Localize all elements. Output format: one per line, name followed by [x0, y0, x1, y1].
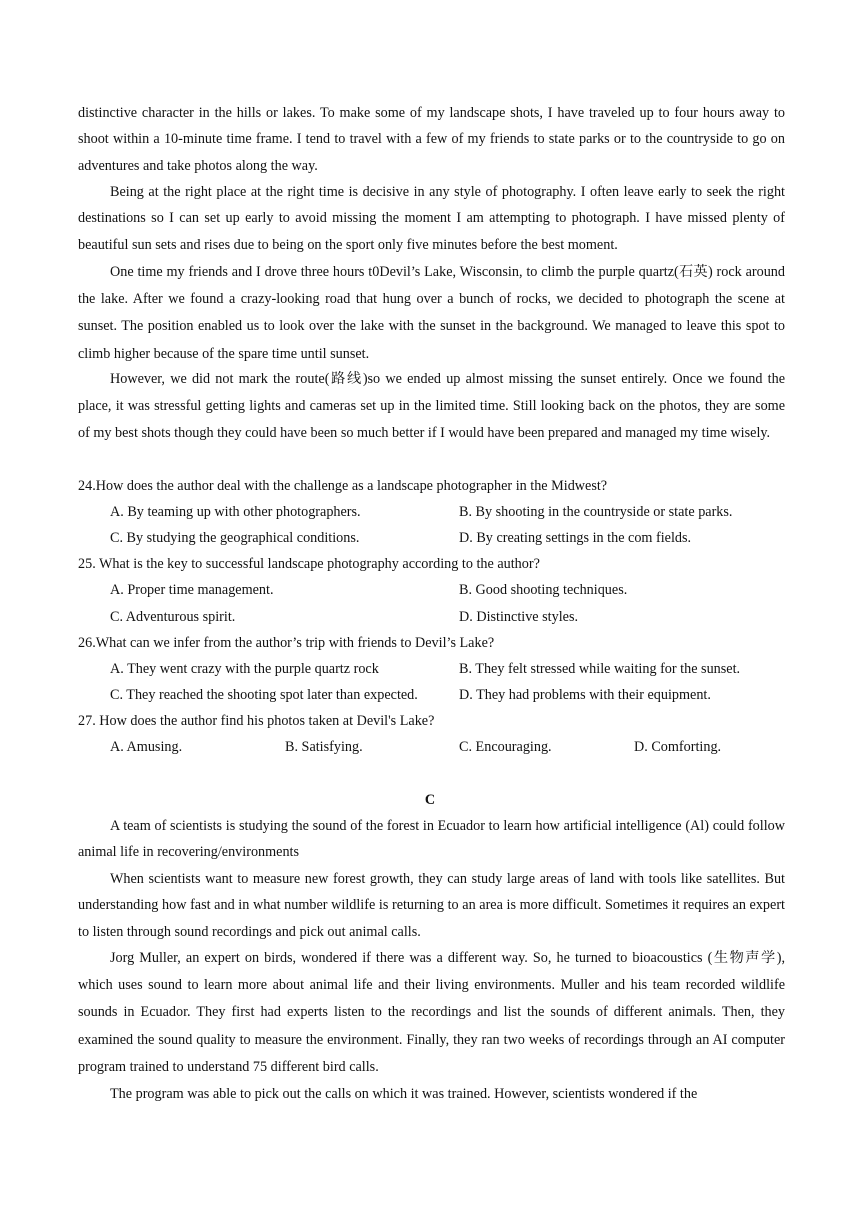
question-27-option-a: A. Amusing.: [110, 739, 183, 755]
passage-c-paragraph-3: Jorg Muller, an expert on birds, wondered if there was a different way. So, he turned to bioacoustics (生物声学), which uses sound to learn more about animal life and their living environments. Muller and his team recorded wildlife sounds in Ecuador. They first had experts listen to the recordings and list the sounds of different animals. Then, they examined the sound quality to measure the environment. Finally, they ran two weeks of recordings through an AI computer program trained to understand 75 different bird calls.: [78, 950, 785, 1075]
question-27-option-d: D. Comforting.: [634, 739, 722, 755]
question-27-stem: 27. How does the author find his photos taken at Devil's Lake?: [78, 713, 435, 729]
question-26-option-c: C. They reached the shooting spot later than expected.: [110, 687, 418, 703]
question-24-option-c: C. By studying the geographical conditions.: [110, 530, 360, 546]
question-24-option-a: A. By teaming up with other photographers.: [110, 504, 361, 520]
question-26-option-a: A. They went crazy with the purple quartz rock: [110, 661, 379, 677]
question-24-option-d: D. By creating settings in the com fields.: [459, 530, 692, 546]
question-26-stem: 26.What can we infer from the author’s trip with friends to Devil’s Lake?: [78, 635, 495, 651]
question-27-option-b: B. Satisfying.: [285, 739, 363, 755]
passage-b-paragraph-4: However, we did not mark the route(路线)so we ended up almost missing the sunset entirely. Once we found the place, it was stressful getting lights and cameras set up in the limited time. Still looking back on the photos, they are some of my best shots though they could have been so much better if I would have been prepared and managed my time wisely.: [78, 371, 785, 441]
section-c-title: C: [424, 792, 436, 808]
passage-b-paragraph-3: One time my friends and I drove three hours t0Devil’s Lake, Wisconsin, to climb the purple quartz(石英) rock around the lake. After we found a crazy-looking road that hung over a bunch of rocks, we decided to photograph the scene at sunset. The position enabled us to look over the lake with the sunset in the background. We managed to leave this spot to climb higher because of the spare time until sunset.: [78, 264, 785, 362]
passage-b-paragraph-1: distinctive character in the hills or lakes. To make some of my landscape shots, I have traveled up to four hours away to shoot within a 10-minute time frame. I tend to travel with a few of my friends to state parks or to the countryside to go on adventures and take photos along the way.: [78, 105, 785, 174]
question-25-option-a: A. Proper time management.: [110, 582, 274, 598]
question-25-stem: 25. What is the key to successful landscape photography according to the author?: [78, 556, 540, 572]
question-26-option-b: B. They felt stressed while waiting for the sunset.: [459, 661, 741, 677]
question-27-option-c: C. Encouraging.: [459, 739, 552, 755]
question-25-option-b: B. Good shooting techniques.: [459, 582, 628, 598]
passage-c-paragraph-4: The program was able to pick out the calls on which it was trained. However, scientists wondered if the: [110, 1086, 698, 1102]
passage-b-paragraph-2: Being at the right place at the right time is decisive in any style of photography. I often leave early to seek the right destinations so I can set up early to avoid missing the moment I am attempting to photograph. I have missed plenty of beautiful sun sets and rises due to being on the sport only five minutes before the best moment.: [78, 184, 785, 253]
question-24-option-b: B. By shooting in the countryside or state parks.: [459, 504, 733, 520]
passage-c-paragraph-2: When scientists want to measure new forest growth, they can study large areas of land with tools like satellites. But understanding how fast and in what number wildlife is returning to an area is more difficult. Sometimes it requires an expert to listen through sound recordings and pick out animal calls.: [78, 871, 785, 940]
passage-c-paragraph-1: A team of scientists is studying the sound of the forest in Ecuador to learn how artificial intelligence (Al) could follow animal life in recovering/environments: [78, 818, 785, 861]
question-25-option-c: C. Adventurous spirit.: [110, 609, 236, 625]
question-24-stem: 24.How does the author deal with the challenge as a landscape photographer in the Midwest?: [78, 478, 608, 494]
question-26-option-d: D. They had problems with their equipment.: [459, 687, 711, 703]
question-25-option-d: D. Distinctive styles.: [459, 609, 579, 625]
